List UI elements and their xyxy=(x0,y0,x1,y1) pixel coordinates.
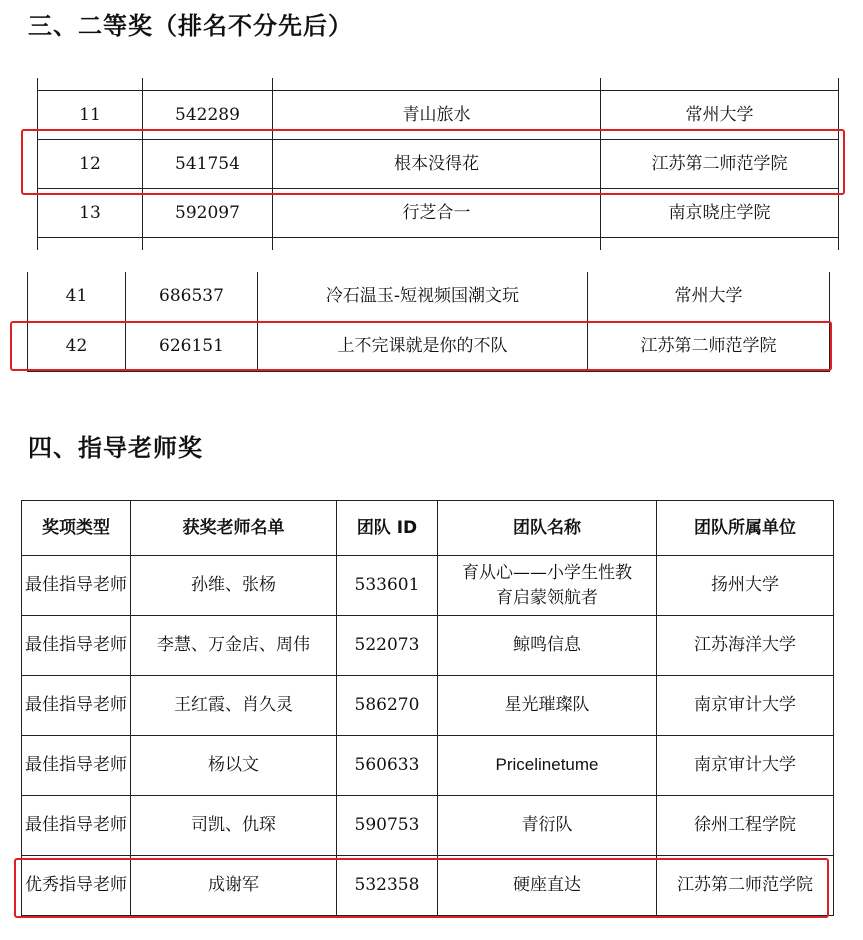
row-number: 41 xyxy=(28,272,126,322)
team-name: 行芝合一 xyxy=(273,189,601,238)
school-name: 徐州工程学院 xyxy=(657,796,834,856)
team-name: 冷石温玉-短视频国潮文玩 xyxy=(258,272,588,322)
team-id: 560633 xyxy=(337,736,438,796)
school-name: 南京晓庄学院 xyxy=(601,189,839,238)
row-number: 13 xyxy=(38,189,143,238)
award-type: 最佳指导老师 xyxy=(22,796,131,856)
teacher-names: 孙维、张杨 xyxy=(131,556,337,616)
school-name: 江苏海洋大学 xyxy=(657,616,834,676)
team-name: Pricelinetume xyxy=(438,736,657,796)
school-name: 南京审计大学 xyxy=(657,736,834,796)
award-type: 最佳指导老师 xyxy=(22,736,131,796)
row-number: 11 xyxy=(38,91,143,140)
table-row xyxy=(22,736,834,796)
team-name: 青山旅水 xyxy=(273,91,601,140)
school-name: 江苏第二师范学院 xyxy=(601,140,839,189)
team-id: 542289 xyxy=(143,91,273,140)
school-name: 江苏第二师范学院 xyxy=(657,856,834,916)
table-row xyxy=(28,272,830,322)
team-id: 590753 xyxy=(337,796,438,856)
team-name: 育从心——小学生性教育启蒙领航者 xyxy=(438,556,657,616)
school-name: 南京审计大学 xyxy=(657,676,834,736)
teacher-names: 王红霞、肖久灵 xyxy=(131,676,337,736)
team-id: 533601 xyxy=(337,556,438,616)
award-type: 最佳指导老师 xyxy=(22,616,131,676)
table-row xyxy=(38,78,839,91)
team-name: 上不完课就是你的不队 xyxy=(258,322,588,372)
table-header-row xyxy=(22,501,834,556)
header-teachers: 获奖老师名单 xyxy=(131,501,337,556)
row-number: 12 xyxy=(38,140,143,189)
school-name: 常州大学 xyxy=(588,272,830,322)
teacher-names: 杨以文 xyxy=(131,736,337,796)
section-4-title: 四、指导老师奖 xyxy=(28,434,203,462)
team-name: 硬座直达 xyxy=(438,856,657,916)
teacher-names: 李慧、万金店、周伟 xyxy=(131,616,337,676)
award-type: 优秀指导老师 xyxy=(22,856,131,916)
award-type: 最佳指导老师 xyxy=(22,676,131,736)
team-name: 根本没得花 xyxy=(273,140,601,189)
advisor-award-table xyxy=(21,500,834,916)
table-row xyxy=(22,796,834,856)
award-type: 最佳指导老师 xyxy=(22,556,131,616)
team-name: 青衍队 xyxy=(438,796,657,856)
header-school: 团队所属单位 xyxy=(657,501,834,556)
school-name: 常州大学 xyxy=(601,91,839,140)
school-name: 扬州大学 xyxy=(657,556,834,616)
header-team-name: 团队名称 xyxy=(438,501,657,556)
table-row xyxy=(38,189,839,238)
teacher-names: 司凯、仇琛 xyxy=(131,796,337,856)
team-id: 592097 xyxy=(143,189,273,238)
teacher-names: 成谢军 xyxy=(131,856,337,916)
highlight-box xyxy=(14,858,829,918)
highlight-box xyxy=(21,129,845,195)
header-award-type: 奖项类型 xyxy=(22,501,131,556)
header-team-id: 团队 ID xyxy=(337,501,438,556)
section-3-title: 三、二等奖（排名不分先后） xyxy=(28,12,353,40)
team-id: 532358 xyxy=(337,856,438,916)
table-row xyxy=(22,616,834,676)
table-row xyxy=(38,238,839,251)
team-id: 686537 xyxy=(126,272,258,322)
highlight-box xyxy=(10,321,832,371)
team-name: 鲸鸣信息 xyxy=(438,616,657,676)
team-id: 522073 xyxy=(337,616,438,676)
table-row xyxy=(22,556,834,616)
team-id: 586270 xyxy=(337,676,438,736)
team-name: 星光璀璨队 xyxy=(438,676,657,736)
team-id: 541754 xyxy=(143,140,273,189)
table-row xyxy=(22,676,834,736)
row-number: 42 xyxy=(28,322,126,372)
school-name: 江苏第二师范学院 xyxy=(588,322,830,372)
team-id: 626151 xyxy=(126,322,258,372)
